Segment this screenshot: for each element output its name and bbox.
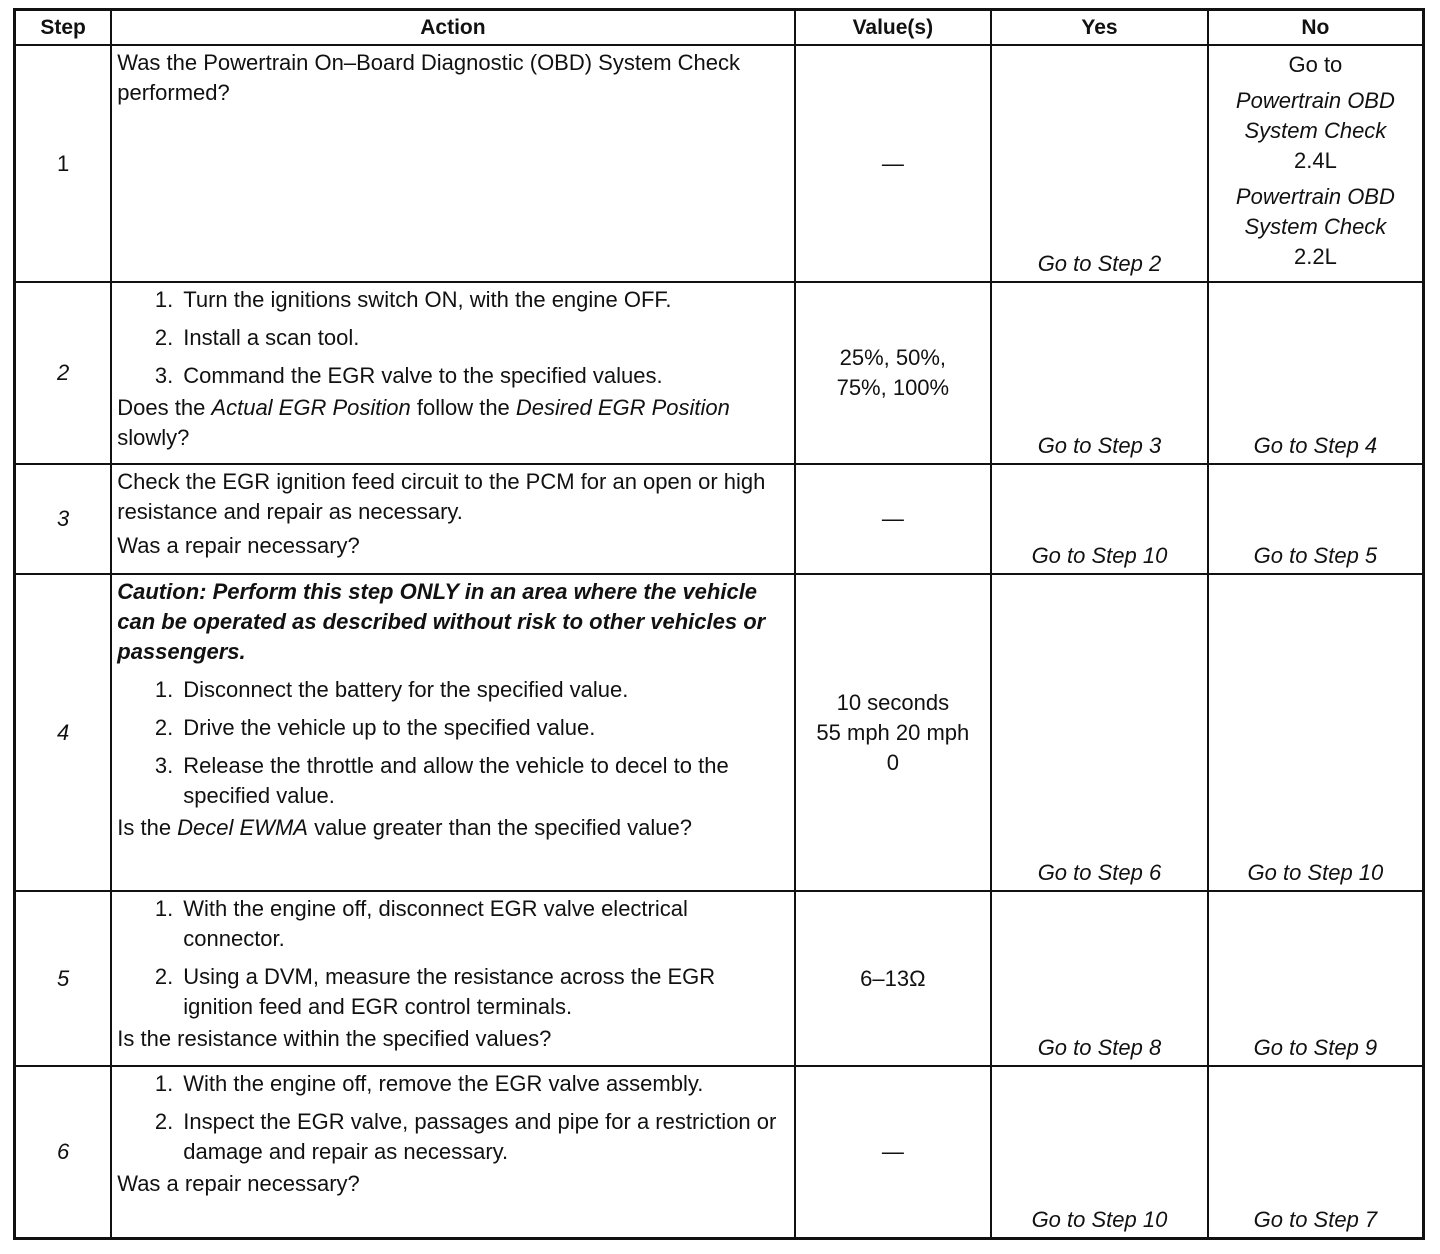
step-number: 3 [15, 464, 112, 574]
action-step [117, 962, 789, 1022]
action-cell [111, 891, 794, 1066]
action-step [117, 751, 789, 811]
step-index: 3. [154, 753, 174, 778]
yes-link[interactable]: Go to Step 6 [991, 574, 1208, 891]
yes-link[interactable]: Go to Step 3 [991, 282, 1208, 464]
value-line: 10 seconds [836, 689, 950, 715]
value-cell: — [795, 464, 992, 574]
value-line: 0 [886, 749, 899, 775]
action-cell [111, 1066, 794, 1238]
step-index: 2. [154, 1109, 174, 1134]
question-part: Is the [117, 815, 178, 840]
table-row-step-5 [15, 891, 1424, 1066]
action-cell [111, 282, 794, 464]
value-line: 75%, 100% [836, 375, 950, 400]
step-text: With the engine off, remove the EGR valve assembly. [183, 1071, 704, 1096]
link-line: 2.4L [1293, 148, 1337, 173]
action-cell [111, 464, 794, 574]
step-number: 5 [15, 891, 112, 1066]
value-cell: — [795, 45, 992, 282]
table-row-step-2 [15, 282, 1424, 464]
link-line: System Check [1244, 214, 1387, 239]
question-part: slowly? [117, 425, 190, 450]
step-index: 2. [154, 964, 174, 989]
action-step [117, 285, 789, 315]
value-cell [795, 282, 992, 464]
step-index: 1. [154, 287, 174, 312]
value-line: 55 mph 20 mph [816, 719, 970, 745]
action-step [117, 675, 789, 705]
step-number: 1 [15, 45, 112, 282]
step-text: Turn the ignitions switch ON, with the engine OFF. [183, 287, 672, 312]
question-part: follow the [410, 395, 516, 420]
no-link[interactable]: Go to Step 7 [1208, 1066, 1424, 1238]
action-cell [111, 45, 794, 282]
diagnostic-table-sheet [13, 8, 1425, 1240]
header-yes: Yes [991, 10, 1208, 46]
step-text: With the engine off, disconnect EGR valve electrical connector. [183, 896, 688, 951]
no-link[interactable]: Go to Step 5 [1208, 464, 1424, 574]
yes-link[interactable]: Go to Step 8 [991, 891, 1208, 1066]
step-text: Install a scan tool. [183, 325, 360, 350]
value-cell [795, 574, 992, 891]
step-index: 1. [154, 677, 174, 702]
diagnostic-table [13, 8, 1425, 1240]
header-no: No [1208, 10, 1424, 46]
question-part: value greater than the specified value? [307, 815, 693, 840]
question-term: Actual EGR Position [211, 395, 411, 420]
step-number: 6 [15, 1066, 112, 1238]
action-question [117, 393, 789, 453]
action-question: Is the resistance within the specified values? [117, 1026, 552, 1051]
go-to-text: Go to [1288, 52, 1343, 77]
step-number: 4 [15, 574, 112, 891]
step-index: 2. [154, 325, 174, 350]
no-link[interactable]: Go to Step 9 [1208, 891, 1424, 1066]
yes-link[interactable]: Go to Step 10 [991, 1066, 1208, 1238]
step-text: Command the EGR valve to the specified values. [183, 363, 663, 388]
no-cell [1208, 45, 1424, 282]
header-values: Value(s) [795, 10, 992, 46]
no-link[interactable]: Go to Step 10 [1208, 574, 1424, 891]
yes-link[interactable]: Go to Step 10 [991, 464, 1208, 574]
no-link[interactable]: Go to Step 4 [1208, 282, 1424, 464]
value-line: 25%, 50%, [839, 345, 947, 370]
step-index: 2. [154, 715, 174, 740]
table-row-step-4 [15, 574, 1424, 891]
action-step [117, 361, 789, 391]
link-line: Powertrain OBD [1235, 88, 1395, 113]
step-text: Using a DVM, measure the resistance across the EGR ignition feed and EGR control terminals. [183, 964, 716, 1019]
step-index: 1. [154, 1071, 174, 1096]
obd-check-link-2-4l[interactable] [1209, 86, 1422, 176]
step-text: Drive the vehicle up to the specified value. [183, 715, 596, 740]
action-steps [117, 285, 789, 391]
link-line: 2.2L [1293, 244, 1337, 269]
header-action: Action [111, 10, 794, 46]
action-question [117, 813, 789, 843]
action-step [117, 894, 789, 954]
step-index: 3. [154, 363, 174, 388]
table-row-step-1 [15, 45, 1424, 282]
question-term: Desired EGR Position [515, 395, 730, 420]
value-cell: — [795, 1066, 992, 1238]
yes-link[interactable]: Go to Step 2 [991, 45, 1208, 282]
step-text: Disconnect the battery for the specified value. [183, 677, 629, 702]
step-number: 2 [15, 282, 112, 464]
value-cell: 6–13Ω [795, 891, 992, 1066]
action-step [117, 1107, 789, 1167]
action-steps [117, 675, 789, 811]
action-question: Was a repair necessary? [117, 533, 360, 558]
link-line: Powertrain OBD [1235, 184, 1395, 209]
question-term: Decel EWMA [177, 815, 308, 840]
action-question: Was a repair necessary? [117, 1171, 360, 1196]
header-row [15, 10, 1424, 46]
table-row-step-3 [15, 464, 1424, 574]
table-row-step-6 [15, 1066, 1424, 1238]
step-index: 1. [154, 896, 174, 921]
action-step [117, 323, 789, 353]
header-step: Step [15, 10, 112, 46]
question-part: Does the [117, 395, 212, 420]
action-cell [111, 574, 794, 891]
action-steps [117, 1069, 789, 1167]
link-line: System Check [1244, 118, 1387, 143]
caution-text: Caution: Perform this step ONLY in an area where the vehicle can be operated as described without risk to other vehicles or passengers. [117, 579, 766, 664]
action-steps [117, 894, 789, 1022]
action-step [117, 713, 789, 743]
obd-check-link-2-2l[interactable] [1209, 182, 1422, 272]
action-text: Was the Powertrain On–Board Diagnostic (OBD) System Check performed? [117, 50, 740, 105]
step-text: Release the throttle and allow the vehicle to decel to the specified value. [183, 753, 729, 808]
step-text: Inspect the EGR valve, passages and pipe for a restriction or damage and repair as necessary. [183, 1109, 777, 1164]
action-step [117, 1069, 789, 1099]
action-text: Check the EGR ignition feed circuit to the PCM for an open or high resistance and repair as necessary. [117, 469, 766, 524]
